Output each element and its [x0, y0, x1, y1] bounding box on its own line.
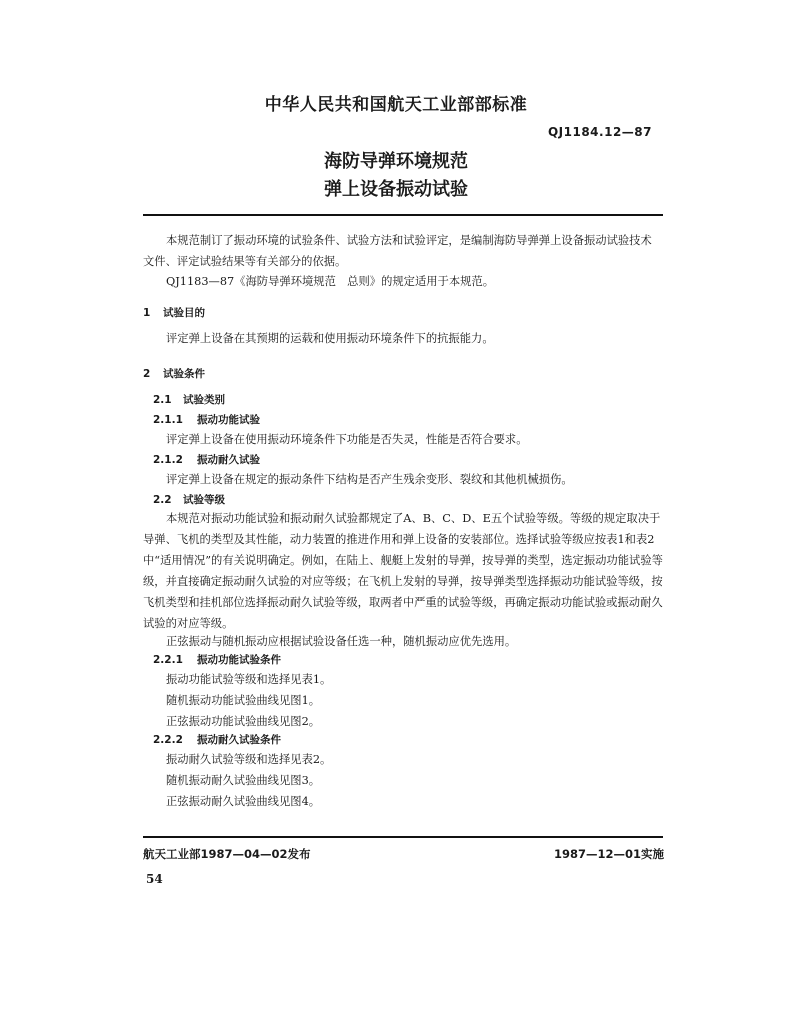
- list-item: 随机振动功能试验曲线见图1。: [166, 694, 321, 707]
- bottom-divider: [143, 836, 663, 838]
- section-2-1-1-text: 评定弹上设备在使用振动环境条件下功能是否失灵，性能是否符合要求。: [166, 433, 528, 446]
- section-number: 2.2: [153, 494, 172, 506]
- section-title: 振动功能试验: [197, 414, 260, 426]
- document-title-line2: 弹上设备振动试验: [324, 179, 468, 200]
- section-title: 振动耐久试验条件: [197, 734, 281, 746]
- section-title: 试验目的: [163, 307, 205, 319]
- section-2-2-paragraph-1: 本规范对振动功能试验和振动耐久试验都规定了A、B、C、D、E五个试验等级。等级的规定取决于导弹、飞机的类型及其性能，动力装置的推进作用和弹上设备的安装部位。选择试验等级应按表1和表2中“适用情况”的有关说明确定。例如，在陆上、舰艇上发射的导弹，按导弹的类型，选定振动功能试验等级，并直接确定振动耐久试验的对应等级；在飞机上发射的导弹，按导弹类型选择振动功能试验等级，按飞机类型和挂机部位选择振动耐久试验等级，取两者中严重的试验等级，再确定振动功能试验或振动耐久试验的对应等级。: [143, 512, 663, 630]
- intro-paragraph-2: QJ1183—87《海防导弹环境规范 总则》的规定适用于本规范。: [166, 275, 495, 288]
- list-item: 振动耐久试验等级和选择见表2。: [166, 753, 332, 766]
- top-divider: [143, 214, 663, 216]
- list-item: 振动功能试验等级和选择见表1。: [166, 673, 332, 686]
- section-2-1-2-text: 评定弹上设备在规定的振动条件下结构是否产生残余变形、裂纹和其他机械损伤。: [166, 473, 573, 486]
- list-item: 正弦振动功能试验曲线见图2。: [166, 715, 321, 728]
- section-number: 2.1.1: [153, 414, 183, 426]
- section-number: 2.2.1: [153, 654, 183, 666]
- section-number: 2: [143, 368, 151, 380]
- document-title-line1: 海防导弹环境规范: [324, 151, 468, 172]
- section-number: 1: [143, 307, 151, 319]
- section-title: 振动耐久试验: [197, 454, 260, 466]
- intro-paragraph-1: 本规范制订了振动环境的试验条件、试验方法和试验评定，是编制海防导弹弹上设备振动试验技术文件、评定试验结果等有关部分的依据。: [143, 234, 652, 268]
- section-2-2-2-heading: [153, 732, 281, 747]
- section-2-2-1-heading: [153, 652, 281, 667]
- issue-date: 航天工业部1987—04—02发布: [143, 847, 311, 861]
- page-number: 54: [146, 872, 163, 886]
- section-number: 2.2.2: [153, 734, 183, 746]
- standard-organization-title: 中华人民共和国航天工业部部标准: [264, 95, 528, 115]
- section-title: 试验类别: [183, 394, 225, 406]
- section-title: 试验等级: [183, 494, 225, 506]
- section-2-2-paragraph-2: 正弦振动与随机振动应根据试验设备任选一种，随机振动应优先选用。: [166, 635, 517, 648]
- section-1-text: 评定弹上设备在其预期的运载和使用振动环境条件下的抗振能力。: [166, 332, 494, 345]
- section-2-1-1-heading: [153, 412, 260, 427]
- section-2-1-2-heading: [153, 452, 260, 467]
- effective-date: 1987—12—01实施: [553, 847, 664, 861]
- standard-code: QJ1184.12—87: [547, 125, 652, 139]
- section-1-heading: [143, 305, 205, 320]
- list-item: 正弦振动耐久试验曲线见图4。: [166, 795, 321, 808]
- list-item: 随机振动耐久试验曲线见图3。: [166, 774, 321, 787]
- section-number: 2.1.2: [153, 454, 183, 466]
- section-2-1-heading: [153, 392, 225, 407]
- section-number: 2.1: [153, 394, 172, 406]
- section-title: 试验条件: [163, 368, 205, 380]
- section-2-2-heading: [153, 492, 225, 507]
- section-2-heading: [143, 366, 205, 381]
- section-title: 振动功能试验条件: [197, 654, 281, 666]
